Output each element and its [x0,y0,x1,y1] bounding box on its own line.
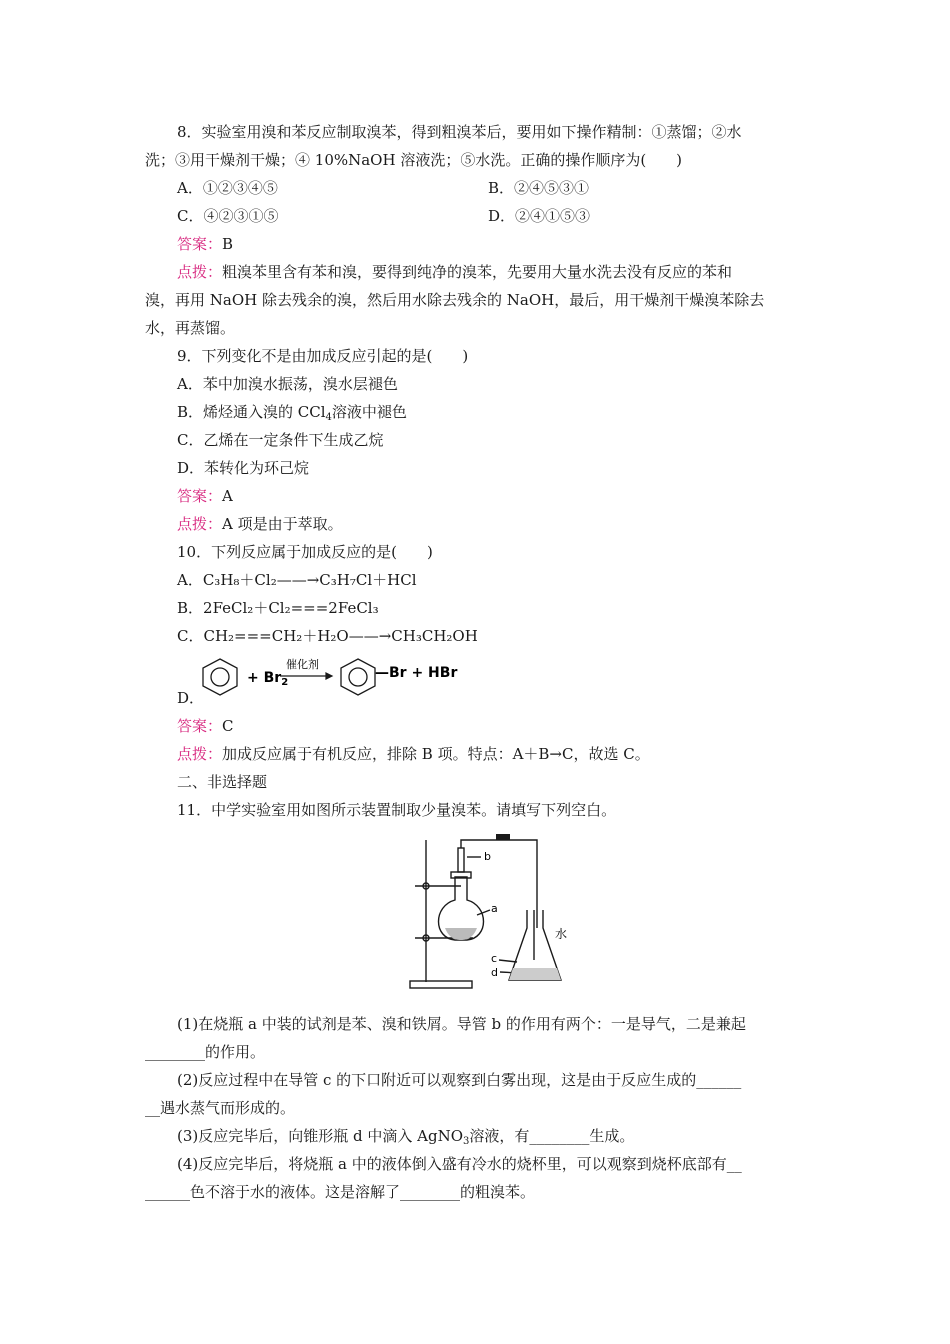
q10-option-c: C．CH₂===CH₂＋H₂O——→CH₃CH₂OH [177,627,478,645]
q10-option-a: A．C₃H₈＋Cl₂——→C₃H₇Cl＋HCl [177,571,417,589]
q8-option-d: D．②④①⑤③ [488,207,591,225]
q10-option-d: D． [177,689,205,707]
label-a: a [491,902,498,915]
hint-label: 点拨： [177,745,223,763]
hint-text: 粗溴苯里含有苯和溴，要得到纯净的溴苯，先要用大量水洗去没有反应的苯和 [222,263,733,281]
catalyst-label: 催化剂 [286,658,319,671]
reactant-text: + $Br_2$ [247,670,289,688]
q10-option-b: B．2FeCl₂＋Cl₂===2FeCl₃ [177,599,379,617]
q8-option-row2 [177,206,278,226]
q9-option-d: D．苯转化为环己烷 [177,459,310,477]
label-c: c [491,952,498,965]
product-text: —Br + HBr [375,665,458,681]
q8-stem-line1: 8．实验室用溴和苯反应制取溴苯，得到粗溴苯后，要用如下操作精制：①蒸馏；②水 [177,123,742,141]
delivery-tube [461,840,537,928]
q10-hint [177,744,650,764]
q8-answer [177,234,233,254]
bromination-formula [200,651,490,707]
q9-option-c: C．乙烯在一定条件下生成乙烷 [177,431,384,449]
q11-part1-line2: ________的作用。 [145,1043,266,1061]
label-b: b [484,850,491,863]
q11-part4-line1: (4)反应完毕后，将烧瓶 a 中的液体倒入盛有冷水的烧杯里，可以观察到烧杯底部有__ [177,1155,742,1173]
q10-stem: 10．下列反应属于加成反应的是( ) [177,543,433,561]
q9-option-b-post: 溶液中褪色 [331,403,407,421]
q9-option-b-sub: 4 [325,412,332,423]
q9-hint [177,514,343,534]
q8-hint-line2: 溴，再用 NaOH 除去残余的溴，然后用水除去残余的 NaOH，最后，用干燥剂干燥溴苯除去 [145,291,765,309]
q11-part1-line1: (1)在烧瓶 a 中装的试剂是苯、溴和铁屑。导管 b 的作用有两个：一是导气，二是兼起 [177,1015,746,1033]
benzene-ring-product [341,659,375,695]
label-water: 水 [555,927,568,941]
q9-stem: 9．下列变化不是由加成反应引起的是( ) [177,347,469,365]
answer-value: A [222,487,233,505]
answer-value: C [222,717,234,735]
q8-option-b: B．②④⑤③① [488,179,590,197]
q9-option-a: A．苯中加溴水振荡，溴水层褪色 [177,375,398,393]
tube-b [458,848,464,872]
q11-part2-line1: (2)反应过程中在导管 c 的下口附近可以观察到白雾出现，这是由于反应生成的______ [177,1071,742,1089]
q11-part2-line2: __遇水蒸气而形成的。 [145,1099,296,1117]
tube-joint [496,834,510,840]
q9-option-b [177,402,407,422]
q8-option-c: C．④②③①⑤ [177,207,279,225]
answer-label: 答案： [177,717,223,735]
liquid-d [509,968,561,980]
q11-part3 [177,1126,634,1146]
q11-part4-line2: ______色不溶于水的液体。这是溶解了________的粗溴苯。 [145,1183,536,1201]
q11-part3-post: 溶液，有________生成。 [469,1127,635,1145]
answer-label: 答案： [177,487,223,505]
q9-answer [177,486,233,506]
q8-hint-line1 [177,262,732,282]
apparatus-diagram [405,830,595,994]
q11-stem: 11．中学实验室用如图所示装置制取少量溴苯。请填写下列空白。 [177,801,617,819]
q8-stem-line2: 洗；③用干燥剂干燥；④ 10%NaOH 溶液洗；⑤水洗。正确的操作顺序为( ) [145,151,683,169]
hint-label: 点拨： [177,263,223,281]
hint-text: 加成反应属于有机反应，排除 B 项。特点：A＋B→C，故选 C。 [222,745,650,763]
q8-option-a: A．①②③④⑤ [177,179,278,197]
answer-value: B [222,235,234,253]
q11-part3-pre: (3)反应完毕后，向锥形瓶 d 中滴入 AgNO [177,1127,464,1145]
section-heading: 二、非选择题 [177,773,268,791]
stand-base [410,981,472,988]
answer-label: 答案： [177,235,223,253]
q8-option-row1 [177,178,278,198]
q9-option-b-pre: B．烯烃通入溴的 CCl [177,403,326,421]
q10-answer [177,716,234,736]
q11-part3-sub: 3 [463,1136,470,1147]
label-d: d [491,966,498,979]
q8-hint-line3: 水，再蒸馏。 [145,319,236,337]
hint-text: A 项是由于萃取。 [222,515,343,533]
hint-label: 点拨： [177,515,223,533]
benzene-ring-reactant [203,659,237,695]
